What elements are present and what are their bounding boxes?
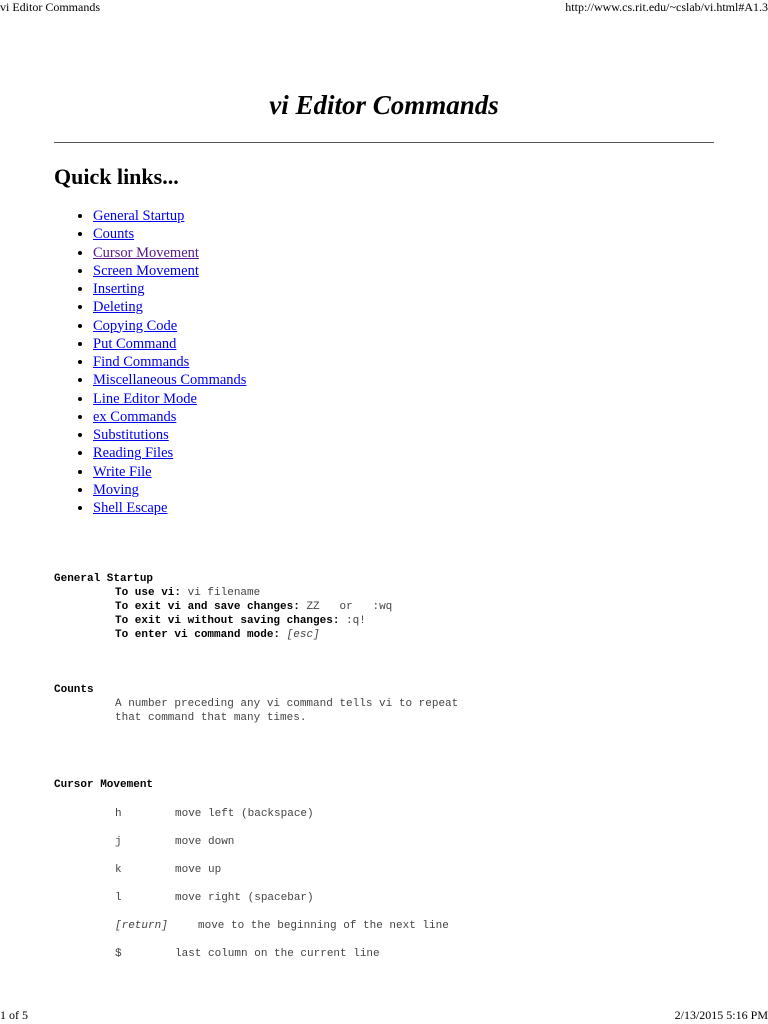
cursor-key: h: [115, 808, 122, 820]
link-reading-files[interactable]: Reading Files: [93, 445, 174, 462]
link-miscellaneous-commands[interactable]: Miscellaneous Commands: [93, 372, 247, 389]
list-item: [93, 444, 246, 462]
list-item: [93, 481, 246, 499]
startup-value: :q!: [346, 615, 366, 627]
cursor-key: j: [115, 836, 122, 848]
page-title: vi Editor Commands: [269, 90, 499, 120]
startup-line-use: [115, 586, 260, 600]
list-item: [93, 463, 246, 481]
list-item: [93, 262, 246, 280]
link-ex-commands[interactable]: ex Commands: [93, 408, 177, 425]
list-item: [93, 335, 246, 353]
list-item: [93, 408, 246, 426]
link-substitutions[interactable]: Substitutions: [93, 427, 169, 443]
link-counts[interactable]: Counts: [93, 226, 135, 243]
link-find-commands[interactable]: Find Commands: [93, 354, 190, 370]
cursor-key-description: move down: [175, 836, 235, 848]
link-general-startup[interactable]: General Startup: [93, 208, 185, 224]
link-write-file[interactable]: Write File: [93, 463, 152, 480]
section-heading-general-startup: General Startup: [54, 573, 154, 585]
startup-label: To use vi:: [115, 587, 182, 599]
link-copying-code[interactable]: Copying Code: [93, 317, 178, 334]
list-item: [93, 390, 246, 408]
startup-line-exit-save: [115, 600, 392, 614]
print-header-url: http://www.cs.rit.edu/~cslab/vi.html#A1.3: [565, 0, 768, 14]
print-footer-timestamp: 2/13/2015 5:16 PM: [674, 1008, 768, 1022]
cursor-key: $: [115, 948, 122, 960]
startup-label: To exit vi and save changes:: [115, 601, 300, 613]
quick-links-heading: Quick links...: [54, 164, 179, 189]
cursor-key: [return]: [115, 920, 168, 932]
list-item: [93, 280, 246, 298]
list-item: [93, 298, 246, 316]
link-line-editor-mode[interactable]: Line Editor Mode: [93, 390, 197, 407]
list-item: [93, 225, 246, 243]
startup-line-exit-nosave: [115, 614, 366, 628]
list-item: [93, 371, 246, 389]
link-inserting[interactable]: Inserting: [93, 281, 145, 297]
list-item: [93, 353, 246, 371]
startup-line-command-mode: [115, 628, 320, 642]
link-cursor-movement[interactable]: Cursor Movement: [93, 244, 199, 261]
list-item: [93, 499, 246, 517]
startup-label: To exit vi without saving changes:: [115, 615, 340, 627]
cursor-key-description: last column on the current line: [175, 948, 380, 960]
startup-value: vi filename: [187, 587, 261, 599]
print-footer-page-count: 1 of 5: [0, 1008, 28, 1022]
cursor-key: k: [115, 864, 122, 876]
print-header-title: vi Editor Commands: [0, 0, 100, 14]
quick-links-list: [54, 207, 246, 517]
link-put-command[interactable]: Put Command: [93, 335, 177, 352]
startup-value: ZZ: [306, 601, 320, 613]
list-item: [93, 426, 246, 444]
startup-value: :wq: [372, 601, 393, 613]
cursor-key: l: [115, 892, 122, 904]
horizontal-rule: [54, 142, 714, 143]
link-deleting[interactable]: Deleting: [93, 299, 143, 316]
cursor-key-description: move left (backspace): [175, 808, 314, 820]
link-shell-escape[interactable]: Shell Escape: [93, 500, 168, 516]
link-moving[interactable]: Moving: [93, 481, 139, 498]
section-heading-counts: Counts: [54, 684, 94, 696]
cursor-key-description: move to the beginning of the next line: [198, 920, 449, 932]
list-item: [93, 207, 246, 225]
link-screen-movement[interactable]: Screen Movement: [93, 262, 199, 279]
cursor-key-description: move right (spacebar): [175, 892, 314, 904]
section-heading-cursor-movement: Cursor Movement: [54, 779, 154, 791]
cursor-key-description: move up: [175, 864, 222, 876]
startup-label: To enter vi command mode:: [115, 629, 281, 641]
startup-value: [esc]: [286, 629, 320, 641]
counts-description-line: A number preceding any vi command tells vi to repeat: [115, 698, 459, 710]
list-item: [93, 317, 246, 335]
startup-or: or: [339, 601, 353, 613]
list-item: [93, 244, 246, 262]
counts-description-line: that command that many times.: [115, 712, 307, 724]
